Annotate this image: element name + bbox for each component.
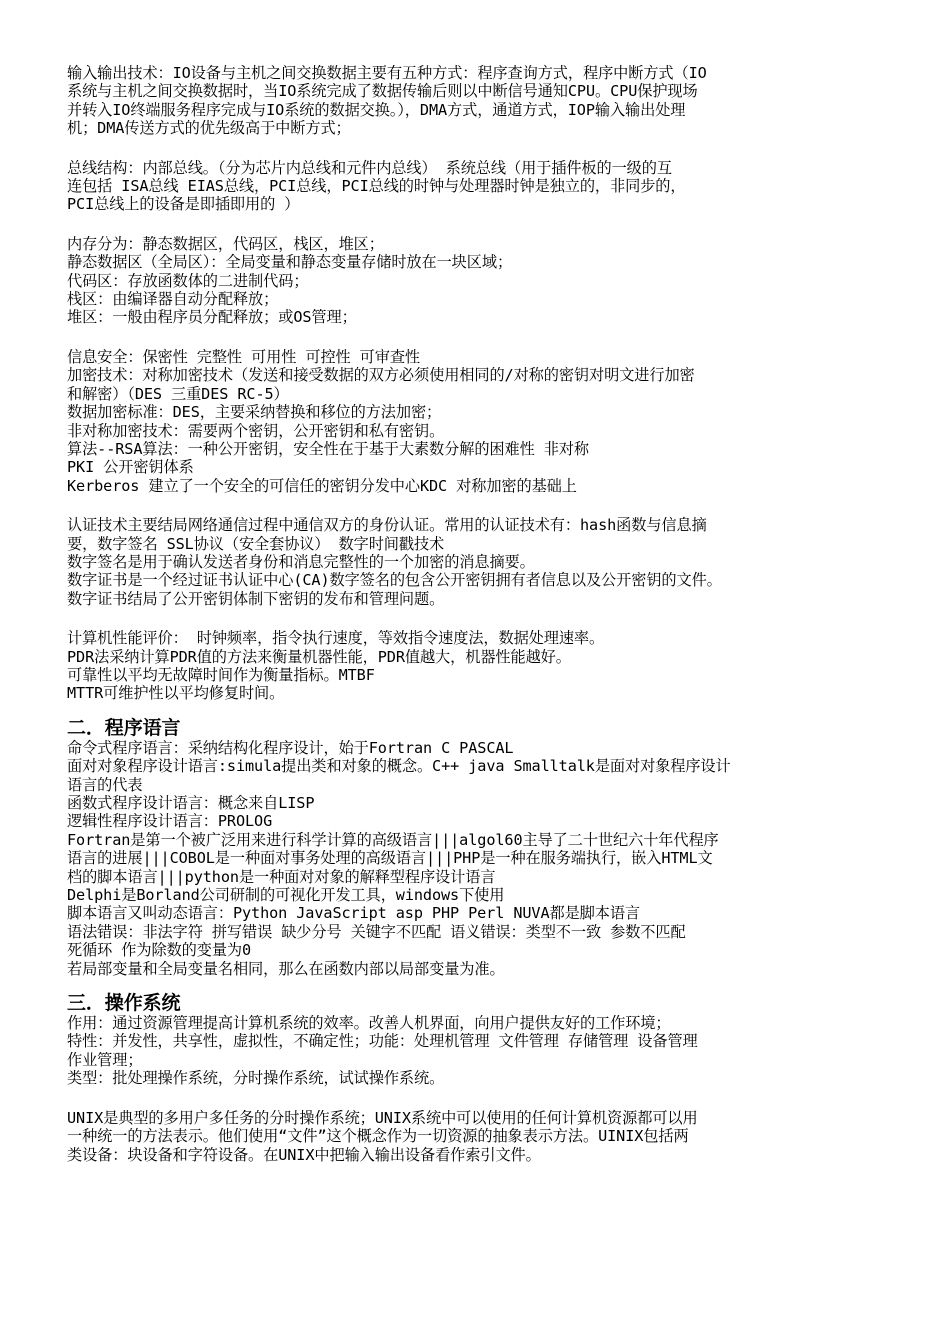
text-line: 作业管理；	[67, 1050, 143, 1069]
text-line: 代码区：存放函数体的二进制代码；	[67, 271, 309, 290]
text-line: Kerberos 建立了一个安全的可信任的密钥分发中心KDC 对称加密的基础上	[67, 476, 577, 495]
text-line: Fortran是第一个被广泛用来进行科学计算的高级语言|||algol60主导了二十世纪六十年代程序	[67, 830, 719, 849]
text-line: 算法--RSA算法：一种公开密钥，安全性在于基于大素数分解的困难性 非对称	[67, 439, 589, 458]
text-line: 可靠性以平均无故障时间作为衡量指标。MTBF	[67, 665, 375, 684]
paragraph-memory-areas	[67, 235, 897, 327]
text-line: PDR法采纳计算PDR值的方法来衡量机器性能，PDR值越大，机器性能越好。	[67, 647, 571, 666]
paragraph-spacer	[67, 138, 897, 159]
text-line: UNIX是典型的多用户多任务的分时操作系统；UNIX系统中可以使用的任何计算机资源都可以用	[67, 1108, 698, 1127]
text-line: 和解密）（DES 三重DES RC-5）	[67, 384, 289, 403]
text-line: 数字证书结局了公开密钥体制下密钥的发布和管理问题。	[67, 589, 445, 608]
text-line: 档的脚本语言|||python是一种面对对象的解释型程序设计语言	[67, 867, 496, 886]
text-line: 堆区：一般由程序员分配释放；或OS管理；	[67, 308, 357, 327]
paragraph-spacer	[67, 495, 897, 516]
paragraph-spacer	[67, 608, 897, 629]
text-line: 加密技术：对称加密技术（发送和接受数据的双方必须使用相同的/对称的密钥对明文进行加密	[67, 366, 695, 385]
text-line: 函数式程序设计语言：概念来自LISP	[67, 794, 315, 812]
text-line: 特性：并发性，共享性，虚拟性，不确定性；功能：处理机管理 文件管理 存储管理 设备管理	[67, 1032, 698, 1051]
text-line: 计算机性能评价： 时钟频率，指令执行速度，等效指令速度法，数据处理速率。	[67, 629, 605, 648]
paragraph-spacer	[67, 327, 897, 348]
text-line: 数字签名是用于确认发送者身份和消息完整性的一个加密的消息摘要。	[67, 552, 535, 571]
text-line: 信息安全：保密性 完整性 可用性 可控性 可审查性	[67, 347, 421, 366]
text-line: 一种统一的方法表示。他们使用“文件”这个概念作为一切资源的抽象表示方法。UINIX包括两	[67, 1127, 689, 1146]
paragraph-programming-languages	[67, 739, 897, 978]
document-page	[67, 64, 897, 1164]
section-programming-languages: 二．程序语言	[67, 716, 181, 739]
paragraph-bus-structure	[67, 159, 897, 214]
text-line: 作用：通过资源管理提高计算机系统的效率。改善人机界面，向用户提供友好的工作环境；	[67, 1014, 671, 1033]
text-line: 连包括 ISA总线 EIAS总线，PCI总线，PCI总线的时钟与处理器时钟是独立的，非同步的，	[67, 177, 686, 196]
paragraph-operating-systems	[67, 1014, 897, 1088]
paragraph-io-technology	[67, 64, 897, 138]
text-line: 类设备：块设备和字符设备。在UNIX中把输入输出设备看作索引文件。	[67, 1145, 541, 1164]
text-line: MTTR可维护性以平均修复时间。	[67, 684, 285, 703]
text-line: Delphi是Borland公司研制的可视化开发工具，windows下使用	[67, 886, 505, 905]
text-line: 内存分为：静态数据区，代码区，栈区，堆区；	[67, 234, 384, 253]
text-line: 总线结构：内部总线。（分为芯片内总线和元件内总线） 系统总线（用于插件板的一级的互	[67, 158, 672, 177]
text-line: 语法错误：非法字符 拼写错误 缺少分号 关键字不匹配 语义错误：类型不一致 参数不匹配	[67, 922, 686, 941]
text-line: 语言的进展|||COBOL是一种面对事务处理的高级语言|||PHP是一种在服务端执行，嵌入HTML文	[67, 849, 713, 868]
text-line: 数字证书是一个经过证书认证中心(CA)数字签名的包含公开密钥拥有者信息以及公开密钥的文件。	[67, 571, 722, 590]
text-line: 要，数字签名 SSL协议（安全套协议） 数字时间戳技术	[67, 534, 445, 553]
text-line: 数据加密标准：DES，主要采纳替换和移位的方法加密；	[67, 403, 442, 422]
paragraph-performance	[67, 629, 897, 703]
text-line: 栈区：由编译器自动分配释放；	[67, 290, 279, 309]
text-line: 脚本语言又叫动态语言：Python JavaScript asp PHP Perl NUVA都是脚本语言	[67, 904, 641, 923]
text-line: 机；DMA传送方式的优先级高于中断方式；	[67, 119, 351, 138]
text-line: 面对对象程序设计语言:simula提出类和对象的概念。C++ java Smalltalk是面对对象程序设计	[67, 757, 731, 776]
text-line: 并转入IO终端服务程序完成与IO系统的数据交换。），DMA方式，通道方式，IOP输入输出处理	[67, 100, 686, 119]
paragraph-spacer	[67, 703, 897, 717]
text-line: 语言的代表	[67, 775, 143, 794]
text-line: 系统与主机之间交换数据时，当IO系统完成了数据传输后则以中断信号通知CPU。CPU保护现场	[67, 82, 698, 101]
paragraph-authentication	[67, 516, 897, 608]
text-line: 逻辑性程序设计语言：PROLOG	[67, 812, 273, 831]
section-operating-systems: 三．操作系统	[67, 992, 181, 1015]
text-line: 若局部变量和全局变量名相同，那么在函数内部以局部变量为准。	[67, 959, 505, 978]
text-line: PCI总线上的设备是即插即用的 ）	[67, 195, 300, 214]
text-line: 类型：批处理操作系统，分时操作系统，试试操作系统。	[67, 1069, 445, 1088]
text-line: 静态数据区（全局区）：全局变量和静态变量存储时放在一块区域；	[67, 253, 513, 272]
paragraph-spacer	[67, 978, 897, 992]
text-line: 非对称加密技术：需要两个密钥，公开密钥和私有密钥。	[67, 421, 445, 440]
text-line: PKI 公开密钥体系	[67, 458, 194, 477]
text-line: 输入输出技术：IO设备与主机之间交换数据主要有五种方式：程序查询方式，程序中断方式（IO	[67, 64, 707, 82]
paragraph-unix	[67, 1109, 897, 1164]
paragraph-spacer	[67, 214, 897, 235]
paragraph-information-security	[67, 348, 897, 495]
text-line: 认证技术主要结局网络通信过程中通信双方的身份认证。常用的认证技术有：hash函数与信息摘	[67, 516, 707, 535]
text-line: 死循环 作为除数的变量为0	[67, 941, 252, 960]
text-line: 命令式程序语言：采纳结构化程序设计，始于Fortran C PASCAL	[67, 738, 514, 757]
paragraph-spacer	[67, 1088, 897, 1109]
